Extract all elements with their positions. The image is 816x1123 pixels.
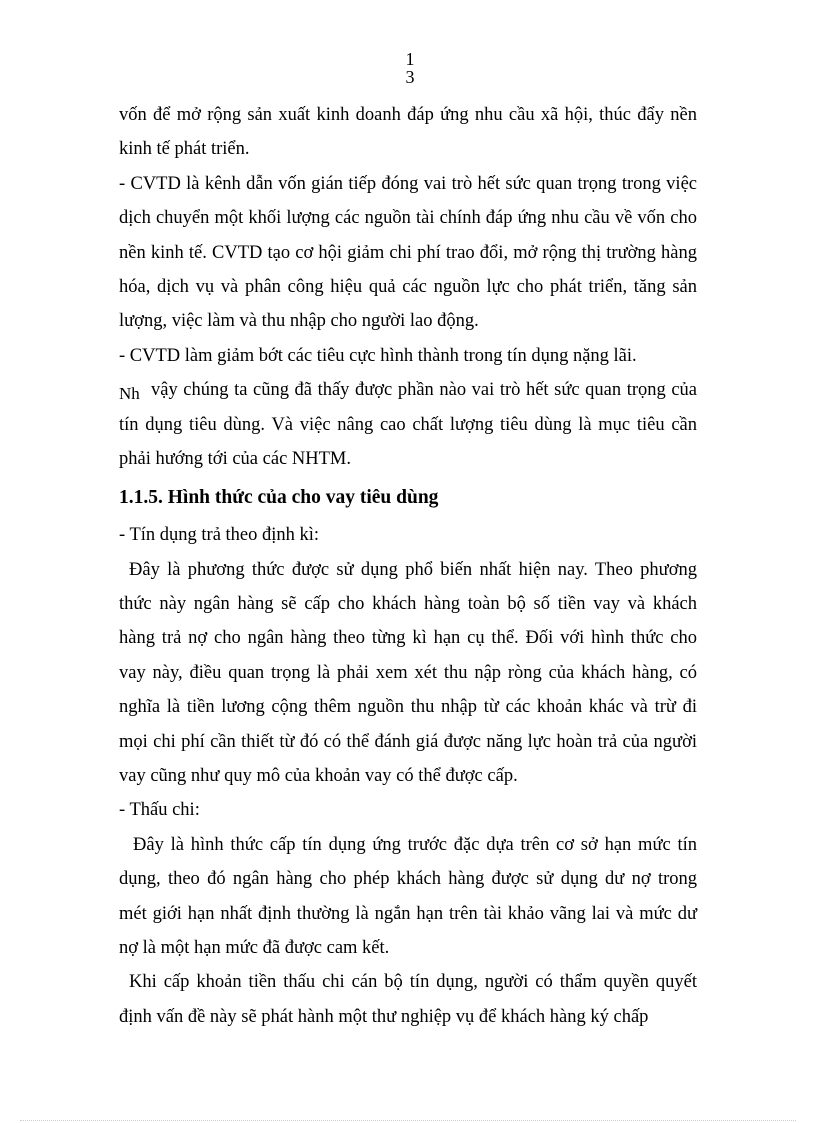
document-body	[119, 98, 697, 1034]
fragment-nh: Nh	[119, 384, 140, 404]
paragraph-cvtd-indirect-channel	[119, 167, 697, 339]
text-line: Khi cấp khoản tiền thấu chi cán bộ tín dụng, người có thẩm quyền quyết	[129, 972, 697, 993]
text-line: vay cũng như quy mô của khoản vay có thể được cấp.	[119, 766, 518, 787]
paragraph-overdraft	[119, 828, 697, 966]
text-line: vốn để mở rộng sản xuất kinh doanh đáp ứng nhu cầu xã hội, thúc đẩy nền	[119, 105, 697, 125]
text-line: định vấn đề này sẽ phát hành một thư nghiệp vụ để khách hàng ký chấp	[119, 1006, 649, 1027]
paragraph-continuation	[119, 98, 697, 167]
text-line: Đây là phương thức được sử dụng phổ biến nhất hiện nay. Theo phương	[129, 559, 697, 580]
text-line: vay này, điều quan trọng là phải xem xét thu nập ròng của khách hàng, có	[119, 662, 697, 683]
paragraph-overdraft-issuance	[119, 965, 697, 1034]
text-line: nợ là một hạn mức đã được cam kết.	[119, 937, 390, 958]
subheading-overdraft: - Thấu chi:	[119, 800, 200, 821]
text-line: thức này ngân hàng sẽ cấp cho khách hàng toàn bộ số tiền vay và khách	[119, 594, 697, 615]
page-number-line1: 1	[405, 49, 415, 69]
text-line: Đây là hình thức cấp tín dụng ứng trước đặc dựa trên cơ sở hạn mức tín	[133, 834, 697, 855]
page-number	[400, 50, 420, 86]
text-line: dịch chuyển một khối lượng các nguồn tài chính đáp ứng nhu cầu về vốn cho	[119, 208, 697, 229]
subheading-installment-credit: - Tín dụng trả theo định kì:	[119, 525, 320, 546]
text-line: tín dụng tiêu dùng. Và việc nâng cao chất lượng tiêu dùng là mục tiêu cần	[119, 414, 697, 435]
page-bottom-rule	[20, 1120, 796, 1121]
text-line: dụng, theo đó ngân hàng cho phép khách hàng được sử dụng dư nợ trong	[119, 869, 697, 890]
text-line: nghĩa là tiền lương cộng thêm nguồn thu nhập từ các khoản khác và trừ đi	[119, 697, 697, 718]
text-line: lượng, việc làm và thu nhập cho người lao động.	[119, 311, 479, 332]
text-line: hàng trả nợ cho ngân hàng theo từng kì hạn cụ thể. Đối với hình thức cho	[119, 628, 697, 649]
text-line: mét giới hạn nhất định thường là ngắn hạn trên tài khảo vãng lai và mức dư	[119, 903, 697, 924]
text-line: nền kinh tế. CVTD tạo cơ hội giảm chi phí trao đổi, mở rộng thị trường hàng	[119, 242, 697, 263]
text-line: phải hướng tới của các NHTM.	[119, 448, 351, 469]
paragraph-conclusion	[119, 373, 697, 476]
paragraph-cvtd-reduce-usury	[119, 339, 697, 373]
text-line: kinh tế phát triển.	[119, 139, 250, 160]
text-line: - CVTD là kênh dẫn vốn gián tiếp đóng vai trò hết sức quan trọng trong việc	[119, 173, 697, 194]
section-heading: 1.1.5. Hình thức của cho vay tiêu dùng	[119, 487, 439, 509]
text-line: mọi chi phí cần thiết từ đó có thể đánh giá được năng lực hoàn trả của người	[119, 731, 697, 752]
text-line-rest: vậy chúng ta cũng đã thấy được phần nào vai trò hết sức quan trọng của	[151, 380, 697, 401]
text-line	[119, 373, 697, 407]
text-line: hóa, dịch vụ và phân công hiệu quả các nguồn lực cho phát triển, tăng sản	[119, 276, 697, 297]
page-number-line2: 3	[405, 67, 415, 87]
paragraph-installment	[119, 553, 697, 794]
text-line: - CVTD làm giảm bớt các tiêu cực hình thành trong tín dụng nặng lãi.	[119, 345, 637, 366]
